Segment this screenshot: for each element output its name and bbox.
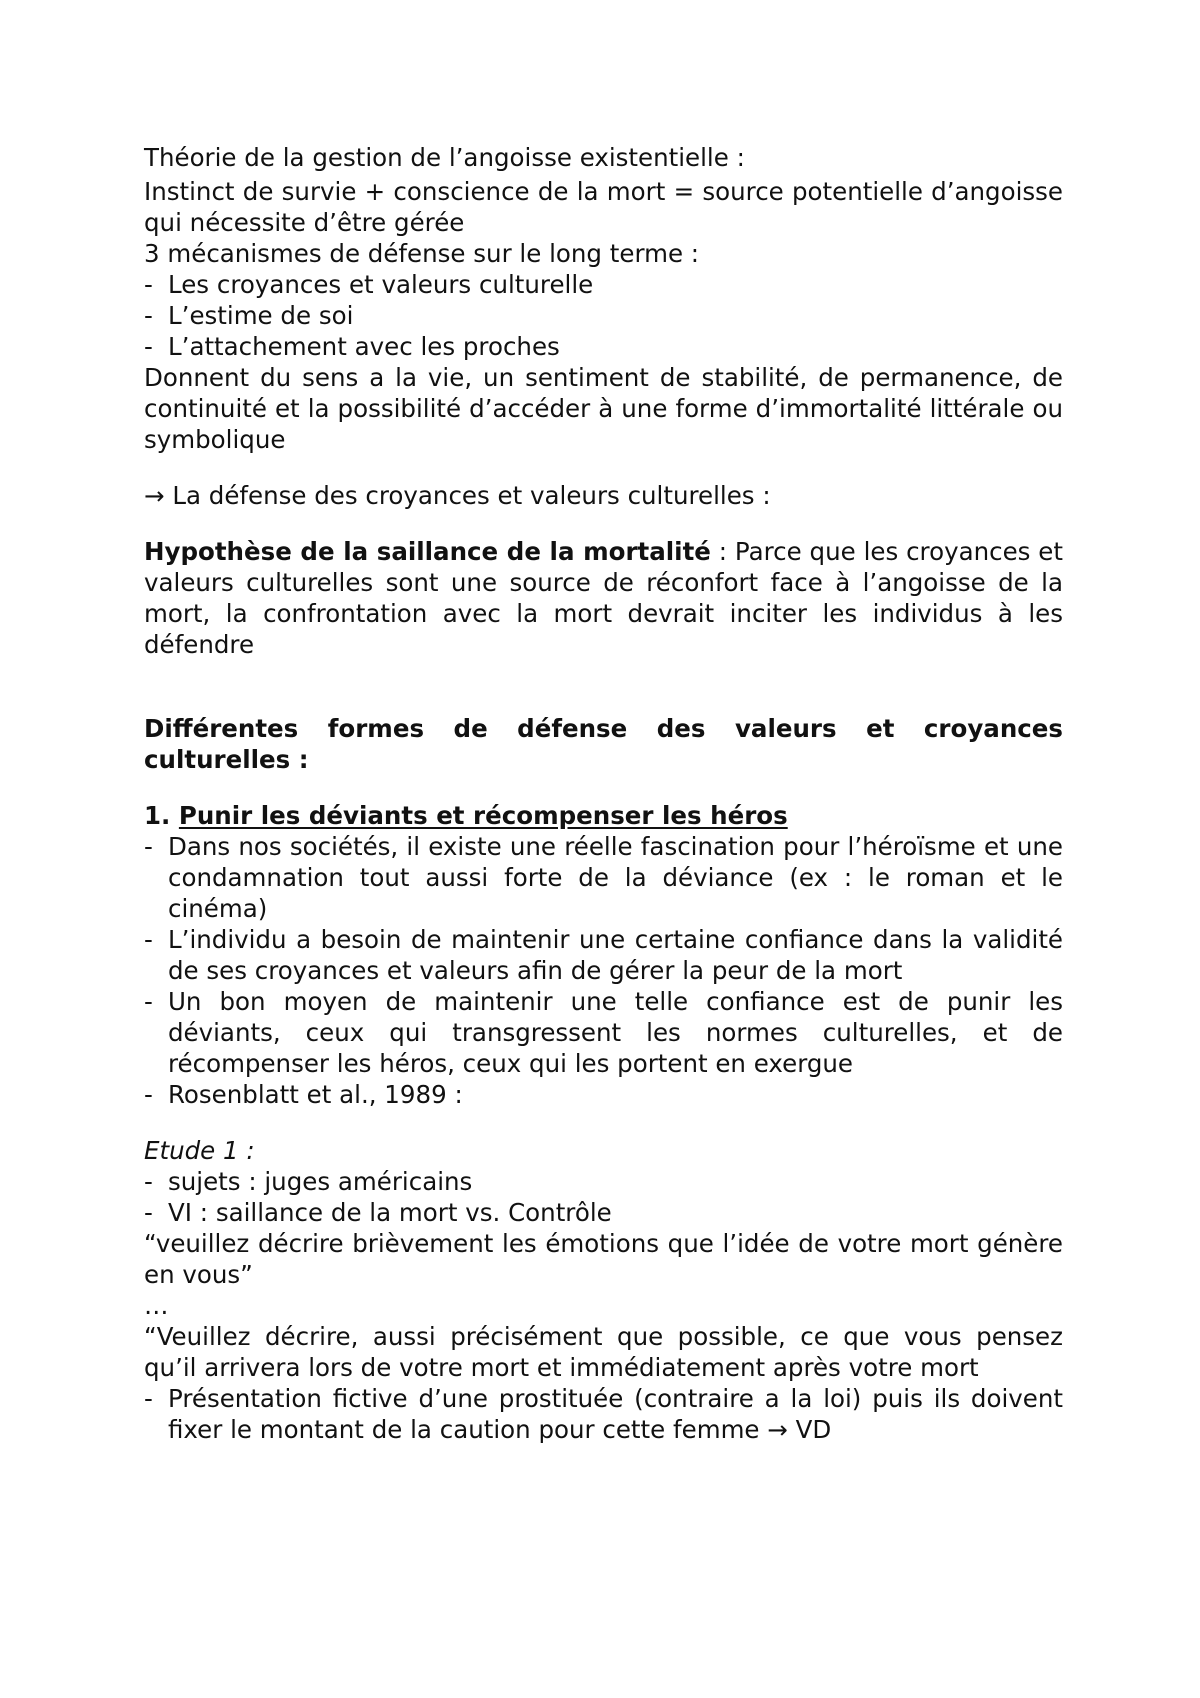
study-1-quote-2: “Veuillez décrire, aussi précisément que possible, ce que vous pensez qu’il arrivera lors de votre mort et immédiatement après votre mort [144,1322,1063,1382]
list-item: - L’attachement avec les proches [144,331,1063,362]
study-1-title: Etude 1 : [144,1136,255,1165]
section-title: Punir les déviants et récompenser les héros [178,801,788,830]
list-item: - VI : saillance de la mort vs. Contrôle [144,1197,1063,1228]
hypothesis-term: Hypothèse de la saillance de la mortalité [144,537,711,566]
list-item: - Un bon moyen de maintenir une telle confiance est de punir les déviants, ceux qui transgressent les normes culturelles, et de récompenser les héros, ceux qui les portent en exergue [144,986,1063,1079]
hypothesis-paragraph [144,536,1063,660]
list-item: - sujets : juges américains [144,1166,1063,1197]
list-item: - Rosenblatt et al., 1989 : [144,1079,1063,1110]
list-item: - Les croyances et valeurs culturelle [144,269,1063,300]
section-number: 1. [144,801,179,830]
hypothesis-text: : Parce que les croyances et valeurs culturelles sont une source de réconfort face à l’angoisse de la mort, la confrontation avec la mort devrait inciter les individus à les défendre [144,537,1063,659]
list-item: - Présentation fictive d’une prostituée (contraire a la loi) puis ils doivent fixer le montant de la caution pour cette femme → VD [144,1383,1063,1445]
section-1-list [144,831,1063,1110]
section-1-heading [144,800,1063,831]
study-1-quote-1: “veuillez décrire brièvement les émotions que l’idée de votre mort génère en vous” [144,1229,1063,1289]
list-item: - L’individu a besoin de maintenir une certaine confiance dans la validité de ses croyances et valeurs afin de gérer la peur de la mort [144,924,1063,986]
mechanisms-list [144,269,1063,362]
arrow-heading: → La défense des croyances et valeurs culturelles : [144,481,771,510]
forms-heading: Différentes formes de défense des valeurs et croyances culturelles : [144,714,1063,774]
intro-formula: Instinct de survie + conscience de la mort = source potentielle d’angoisse qui nécessite d’être gérée [144,177,1063,237]
list-item: - Dans nos sociétés, il existe une réelle fascination pour l’héroïsme et une condamnation tout aussi forte de la déviance (ex : le roman et le cinéma) [144,831,1063,924]
study-1-ellipsis: … [144,1291,169,1320]
mechanisms-summary: Donnent du sens a la vie, un sentiment de stabilité, de permanence, de continuité et la possibilité d’accéder à une forme d’immortalité littérale ou symbolique [144,363,1063,454]
document-page [144,142,1063,1445]
study-1-list [144,1166,1063,1228]
list-item: - L’estime de soi [144,300,1063,331]
title-line: Théorie de la gestion de l’angoisse existentielle : [144,143,745,172]
study-1-final-list [144,1383,1063,1445]
mechanisms-heading: 3 mécanismes de défense sur le long terme : [144,239,700,268]
